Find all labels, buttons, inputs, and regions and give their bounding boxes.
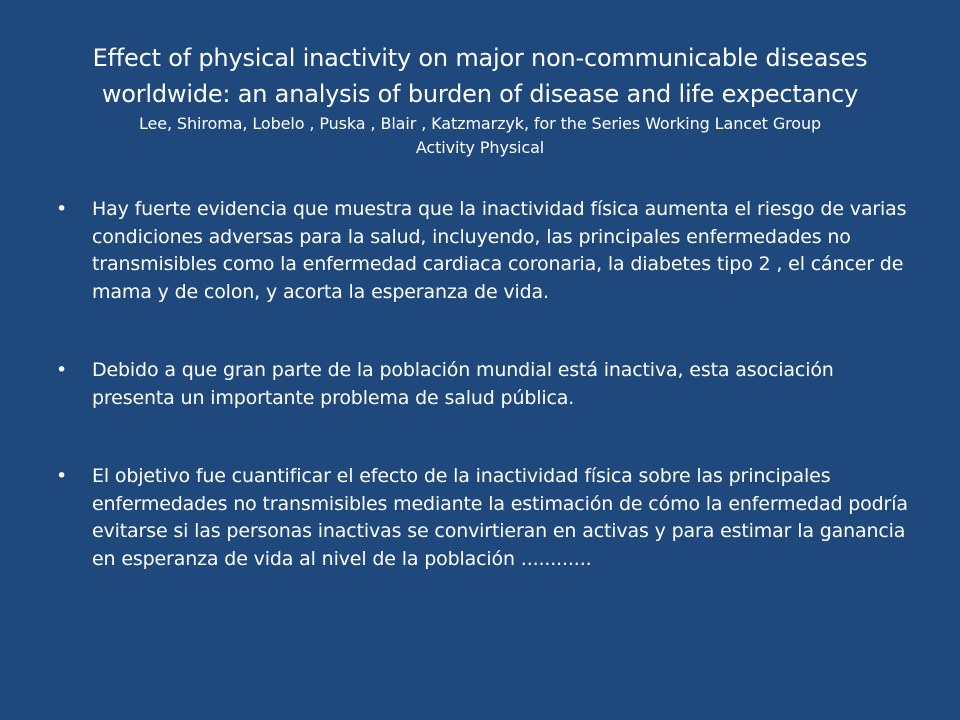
bullet-item [56, 357, 908, 412]
slide-title [40, 40, 920, 160]
bullet-item [56, 196, 908, 306]
subtitle-line-1: Lee, Shiroma, Lobelo , Puska , Blair , Katzmarzyk, for the Series Working Lancet Group [138, 114, 822, 133]
subtitle-line-2: Activity Physical [415, 138, 545, 157]
title-line-1: Effect of physical inactivity on major non-communicable diseases [92, 44, 868, 72]
title-line-2: worldwide: an analysis of burden of disease and life expectancy [101, 80, 859, 108]
bullet-icon: • [56, 465, 68, 487]
title-authors [40, 112, 920, 160]
bullet-list [56, 196, 908, 573]
bullet-text: Hay fuerte evidencia que muestra que la inactividad física aumenta el riesgo de varias condiciones adversas para la salud, incluyendo, las principales enfermedades no transmisibles como la enfermedad cardiaca coronaria, la diabetes tipo 2 , el cáncer de mama y de colon, y acorta la esperanza de vida. [92, 198, 907, 303]
bullet-text: El objetivo fue cuantificar el efecto de la inactividad física sobre las principales enfermedades no transmisibles mediante la estimación de cómo la enfermedad podría evitarse si las personas inactivas se convirtieran en activas y para estimar la ganancia en esperanza de vida al nivel de la población ............ [92, 465, 908, 570]
bullet-text: Debido a que gran parte de la población mundial está inactiva, esta asociación presenta un importante problema de salud pública. [92, 359, 834, 409]
title-main [40, 40, 920, 112]
bullet-icon: • [56, 359, 68, 381]
bullet-item [56, 463, 908, 573]
bullet-icon: • [56, 198, 68, 220]
